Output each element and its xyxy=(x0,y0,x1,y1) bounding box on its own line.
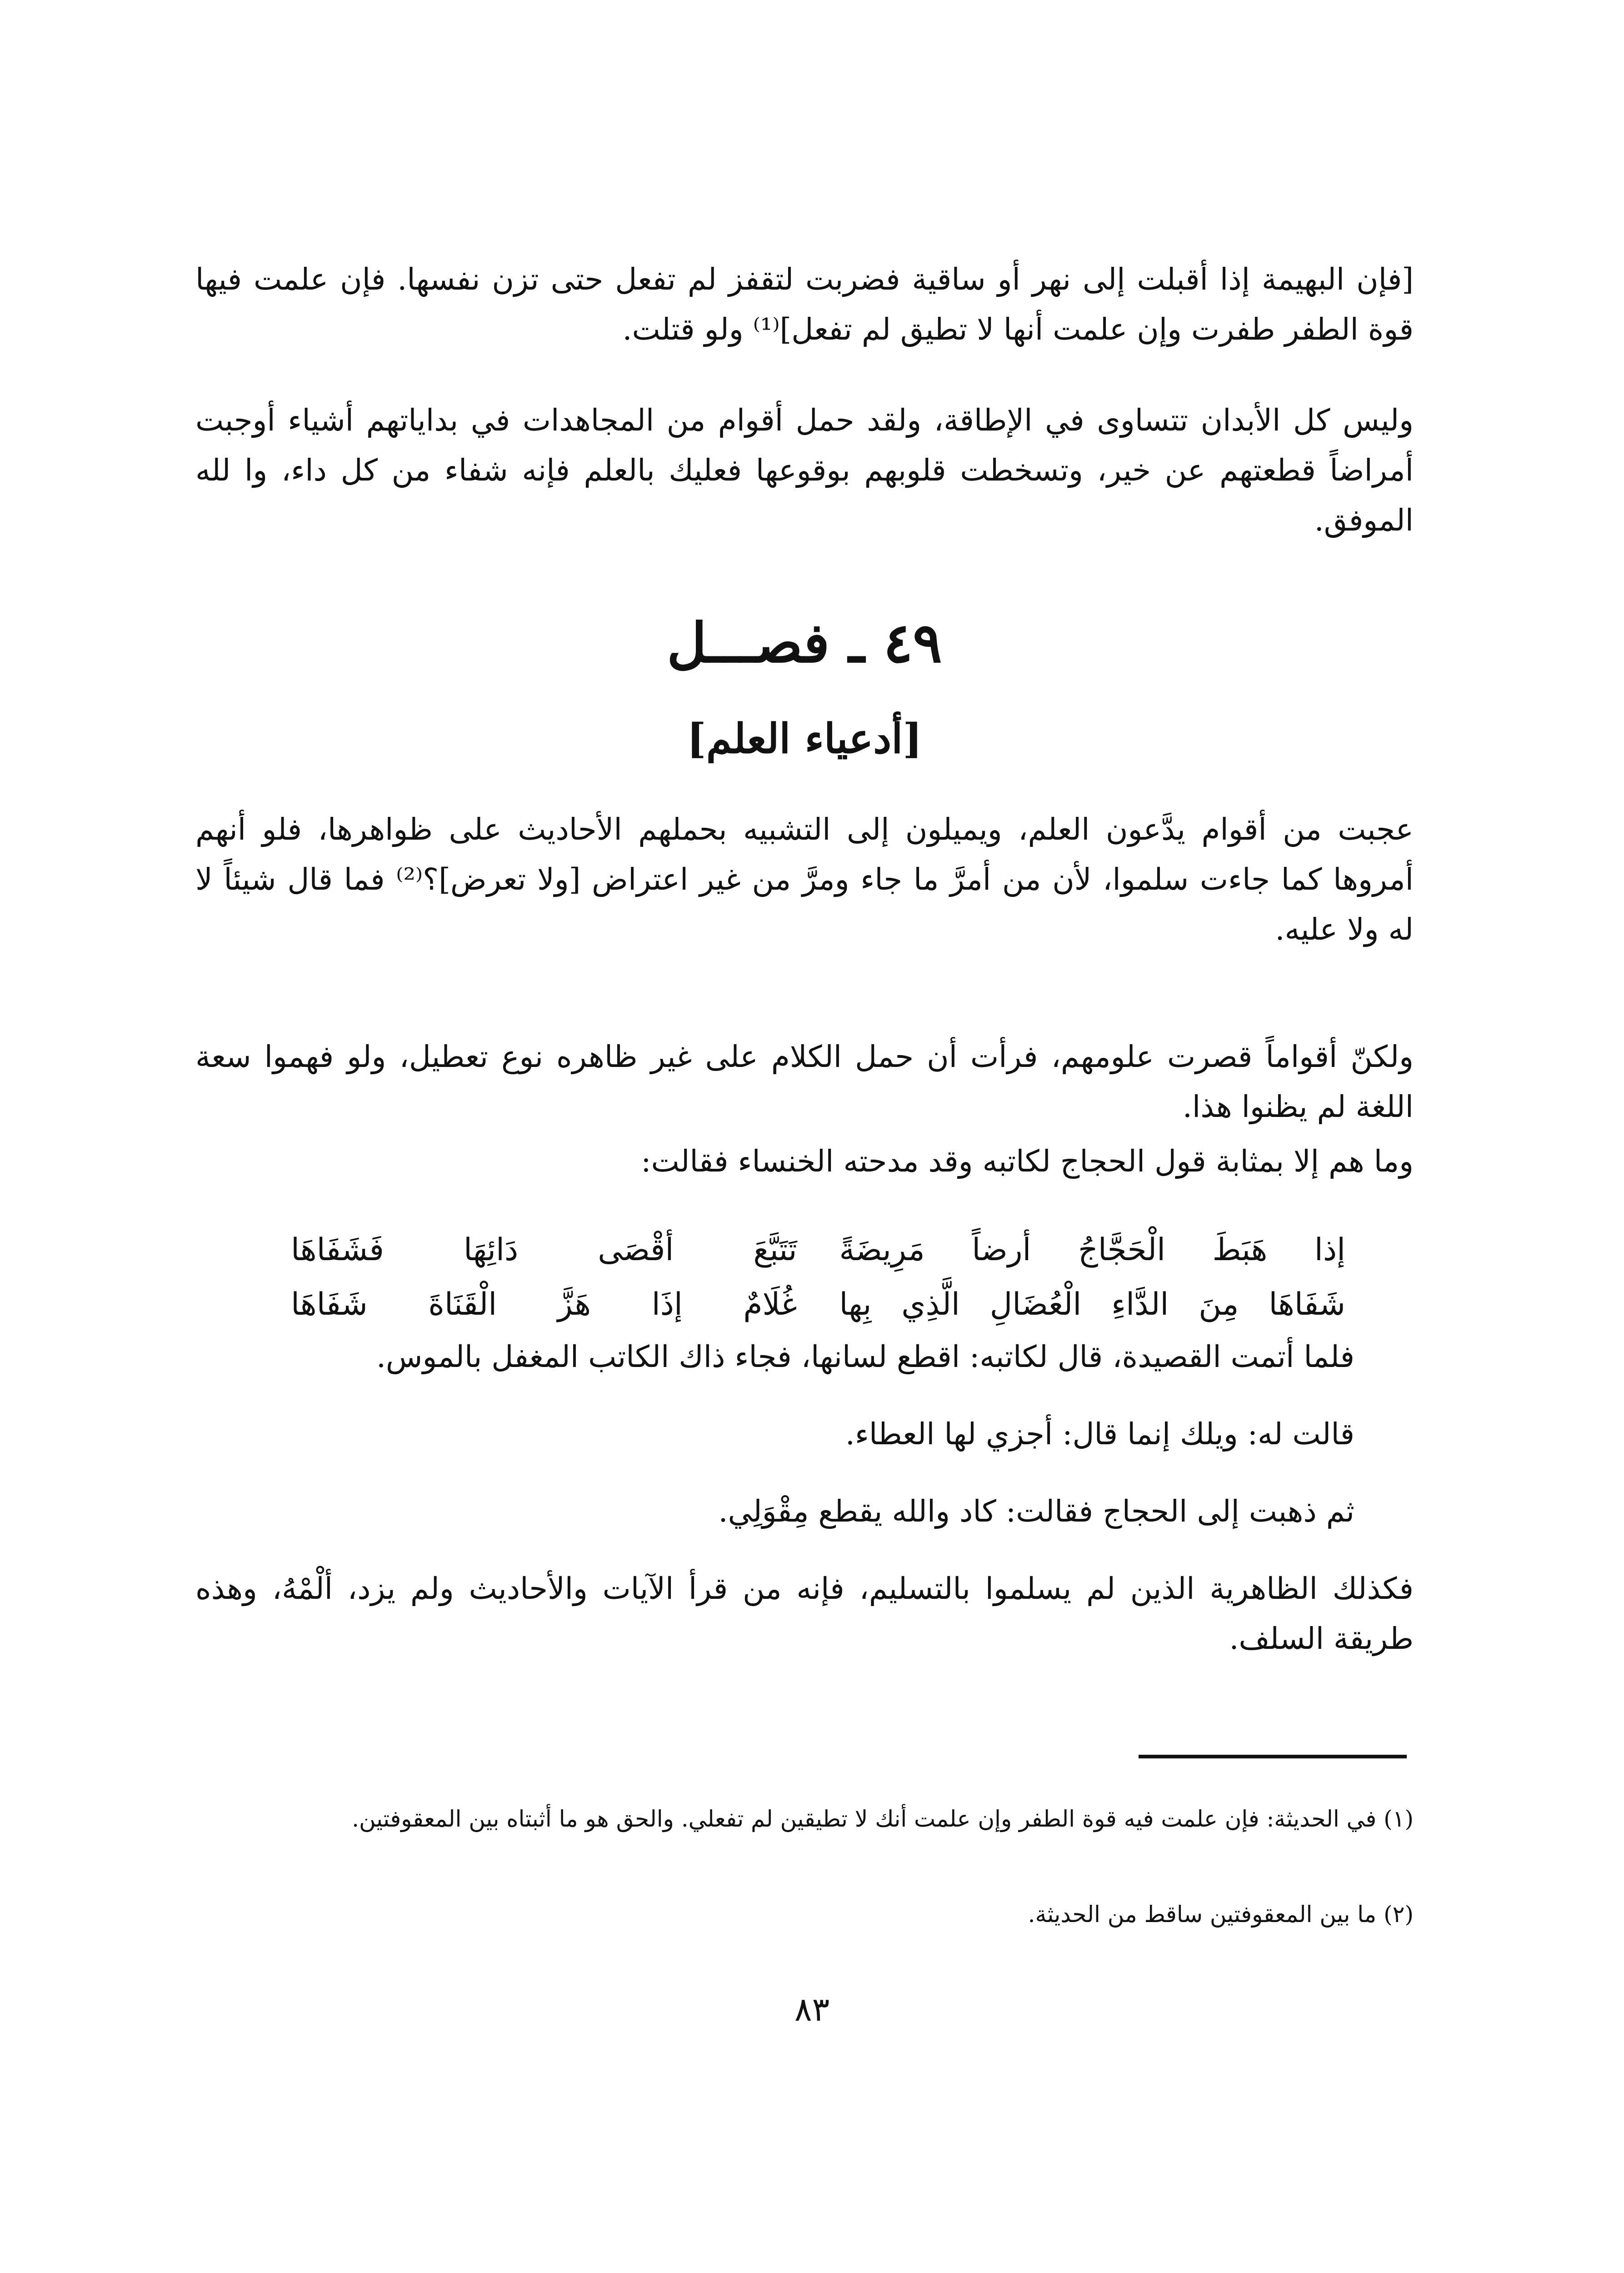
footnote-2: (٢) ما بين المعقوفتين ساقط من الحديثة. xyxy=(1028,1901,1414,1928)
narrative-line-3: ثم ذهبت إلى الحجاج فقالت: كاد والله يقطع مِقْوَلِي. xyxy=(718,1494,1354,1529)
poem-verse-2 xyxy=(291,1277,1345,1332)
paragraph-6: فكذلك الظاهرية الذين لم يسلموا بالتسليم، فإنه من قرأ الآيات والأحاديث ولم يزد، ألْمْهُ، وهذه طريقة السلف. xyxy=(195,1571,1414,1656)
poem-verse-2-first-hemistich: شَفَاهَا مِنَ الدَّاءِ الْعُضَالِ الَّذِي بِها xyxy=(839,1287,1345,1322)
chapter-subtitle: [أدعياء العلم] xyxy=(687,715,922,763)
narrative-line-2: قالت له: ويلك إنما قال: أجزي لها العطاء. xyxy=(845,1417,1354,1452)
chapter-heading: ٤٩ ـ فصـــل xyxy=(667,611,942,675)
poem-verse-1 xyxy=(291,1223,1345,1277)
paragraph-1: [فإن البهيمة إذا أقبلت إلى نهر أو ساقية فضربت لتقفز لم تفعل حتى تزن نفسها. فإن علمت فيها قوة الطفر طفرت وإن علمت أنها لا تطيق لم تفعل]⁽¹⁾ ولو قتلت. xyxy=(195,262,1414,347)
paragraph-3: عجبت من أقوام يدَّعون العلم، ويميلون إلى التشبيه بحملهم الأحاديث على ظواهرها، فلو أنهم أمروها كما جاءت سلموا، لأن من أمرَّ ما جاء ومرَّ من غير اعتراض [ولا تعرض]؟⁽²⁾ فما قال شيئاً لا له ولا عليه. xyxy=(195,812,1414,947)
poem-verse-1-first-hemistich: إذا هَبَطَ الْحَجَّاجُ أرضاً مَرِيضَةً xyxy=(839,1232,1345,1268)
poem-block xyxy=(291,1223,1345,1332)
footnote-1: (١) في الحديثة: فإن علمت فيه قوة الطفر وإن علمت أنك لا تطيقين لم تفعلي. والحق هو ما أثبتاه بين المعقوفتين. xyxy=(352,1806,1414,1832)
narrative-line-1: فلما أتمت القصيدة، قال لكاتبه: اقطع لسانها، فجاء ذاك الكاتب المغفل بالموس. xyxy=(376,1339,1354,1374)
paragraph-4: ولكنّ أقواماً قصرت علومهم، فرأت أن حمل الكلام على غير ظاهره نوع تعطيل، ولو فهموا سعة اللغة لم يظنوا هذا. xyxy=(195,1039,1414,1124)
poem-verse-1-second-hemistich: تَتَبَّعَ أقْصَى دَائِهَا فَشَفَاهَا xyxy=(291,1232,797,1268)
paragraph-2: وليس كل الأبدان تتساوى في الإطاقة، ولقد حمل أقوام من المجاهدات في بداياتهم أشياء أوجبت أمراضاً قطعتهم عن خير، وتسخطت قلوبهم بوقوعها فعليك بالعلم فإنه شفاء من كل داء، وا لله الموفق. xyxy=(195,403,1414,538)
poem-verse-2-second-hemistich: غُلَامٌ إذَا هَزَّ الْقَنَاةَ شَفَاهَا xyxy=(291,1287,797,1322)
page-number: ٨٣ xyxy=(794,1990,830,2028)
paragraph-5: وما هم إلا بمثابة قول الحجاج لكاتبه وقد مدحته الخنساء فقالت: xyxy=(641,1144,1414,1179)
footnote-divider xyxy=(1139,1755,1407,1758)
